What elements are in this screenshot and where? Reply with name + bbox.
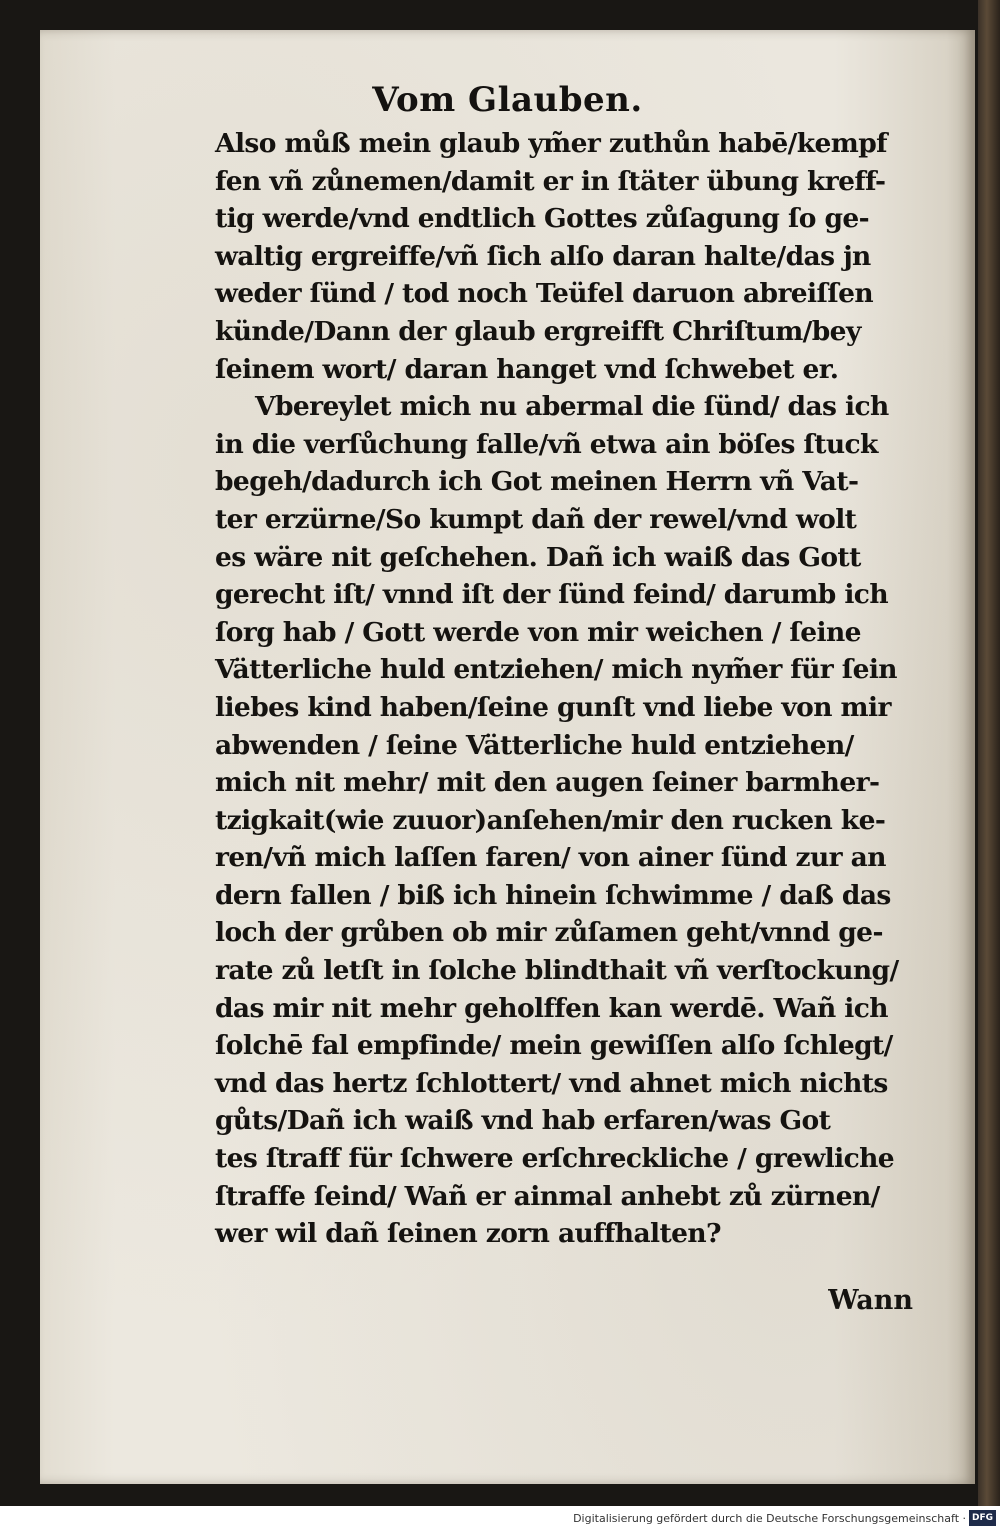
text-block <box>215 125 940 1253</box>
footer-bar <box>0 1506 1000 1531</box>
text-line: es wäre nit geſchehen. Dañ ich waiß das Gott <box>215 541 861 573</box>
text-line: das mir nit mehr geholffen kan werdē. Wañ ich <box>215 992 888 1024</box>
text-line: gerecht iſt/ vnnd iſt der ſünd feind/ darumb ich <box>215 579 888 611</box>
text-line: fen vñ zůnemen/damit er in ſtäter übung kreff- <box>215 165 886 197</box>
text-line: ſeinem wort/ daran hanget vnd ſchwebet er. <box>215 353 839 385</box>
text-line: weder ſünd / tod noch Teüfel daruon abreiſſen <box>215 278 874 310</box>
book-page <box>40 30 975 1484</box>
text-line: ter erzürne/So kumpt dañ der rewel/vnd wolt <box>215 503 857 535</box>
text-line: in die verſůchung falle/vñ etwa ain böſes ſtuck <box>215 428 878 460</box>
text-line: abwenden / ſeine Vätterliche huld entziehen/ <box>215 729 854 761</box>
book-spine <box>978 0 1000 1506</box>
text-line: ſorg hab / Gott werde von mir weichen / ſeine <box>215 616 861 648</box>
text-line: Vbereylet mich nu abermal die ſünd/ das ich <box>255 391 889 423</box>
text-line: ren/vñ mich laſſen faren/ von ainer ſünd zur an <box>215 842 886 874</box>
text-line: dern fallen / biß ich hinein ſchwimme / daß das <box>215 879 891 911</box>
text-line: rate zů letſt in ſolche blindthait vñ verſtockung/ <box>215 955 899 987</box>
text-line: Vätterliche huld entziehen/ mich nym̃er für ſein <box>215 654 897 686</box>
text-line: tig werde/vnd endtlich Gottes zůſagung ſo ge- <box>215 203 870 235</box>
text-line: Also můß mein glaub ym̃er zuthůn habē/kempf <box>215 128 887 159</box>
text-line: liebes kind haben/ſeine gunſt vnd liebe von mir <box>215 691 891 723</box>
text-line: ſolchē fal empfinde/ mein gewiſſen alſo ſchlegt/ <box>215 1030 893 1062</box>
text-line: künde/Dann der glaub ergreifft Chriſtum/bey <box>215 315 861 347</box>
dfg-logo-icon: DFG <box>969 1510 996 1526</box>
text-line: tes ſtraff für ſchwere erſchreckliche / grewliche <box>215 1143 895 1175</box>
catchword: Wann <box>828 1285 913 1316</box>
page-header: Vom Glauben. <box>372 80 643 120</box>
text-line: vnd das hertz ſchlottert/ vnd ahnet mich nichts <box>215 1067 888 1099</box>
text-line: loch der grůben ob mir zůſamen geht/vnnd ge- <box>215 917 883 949</box>
funding-credit: Digitalisierung gefördert durch die Deutsche Forschungsgemeinschaft · <box>573 1512 966 1525</box>
text-line: begeh/dadurch ich Got meinen Herrn vñ Vat- <box>215 466 859 498</box>
text-line: waltig ergreiffe/vñ ſich alſo daran halte/das jn <box>215 240 871 272</box>
text-line: gůts/Dañ ich waiß vnd hab erfaren/was Got <box>215 1105 831 1137</box>
text-line: tzigkait(wie zuuor)anſehen/mir den rucken ke- <box>215 804 886 836</box>
text-line: mich nit mehr/ mit den augen ſeiner barmher- <box>215 767 880 799</box>
text-line: wer wil dañ ſeinen zorn auffhalten? <box>215 1218 721 1250</box>
text-line: ſtraffe ſeind/ Wañ er ainmal anhebt zů zürnen/ <box>215 1180 880 1212</box>
